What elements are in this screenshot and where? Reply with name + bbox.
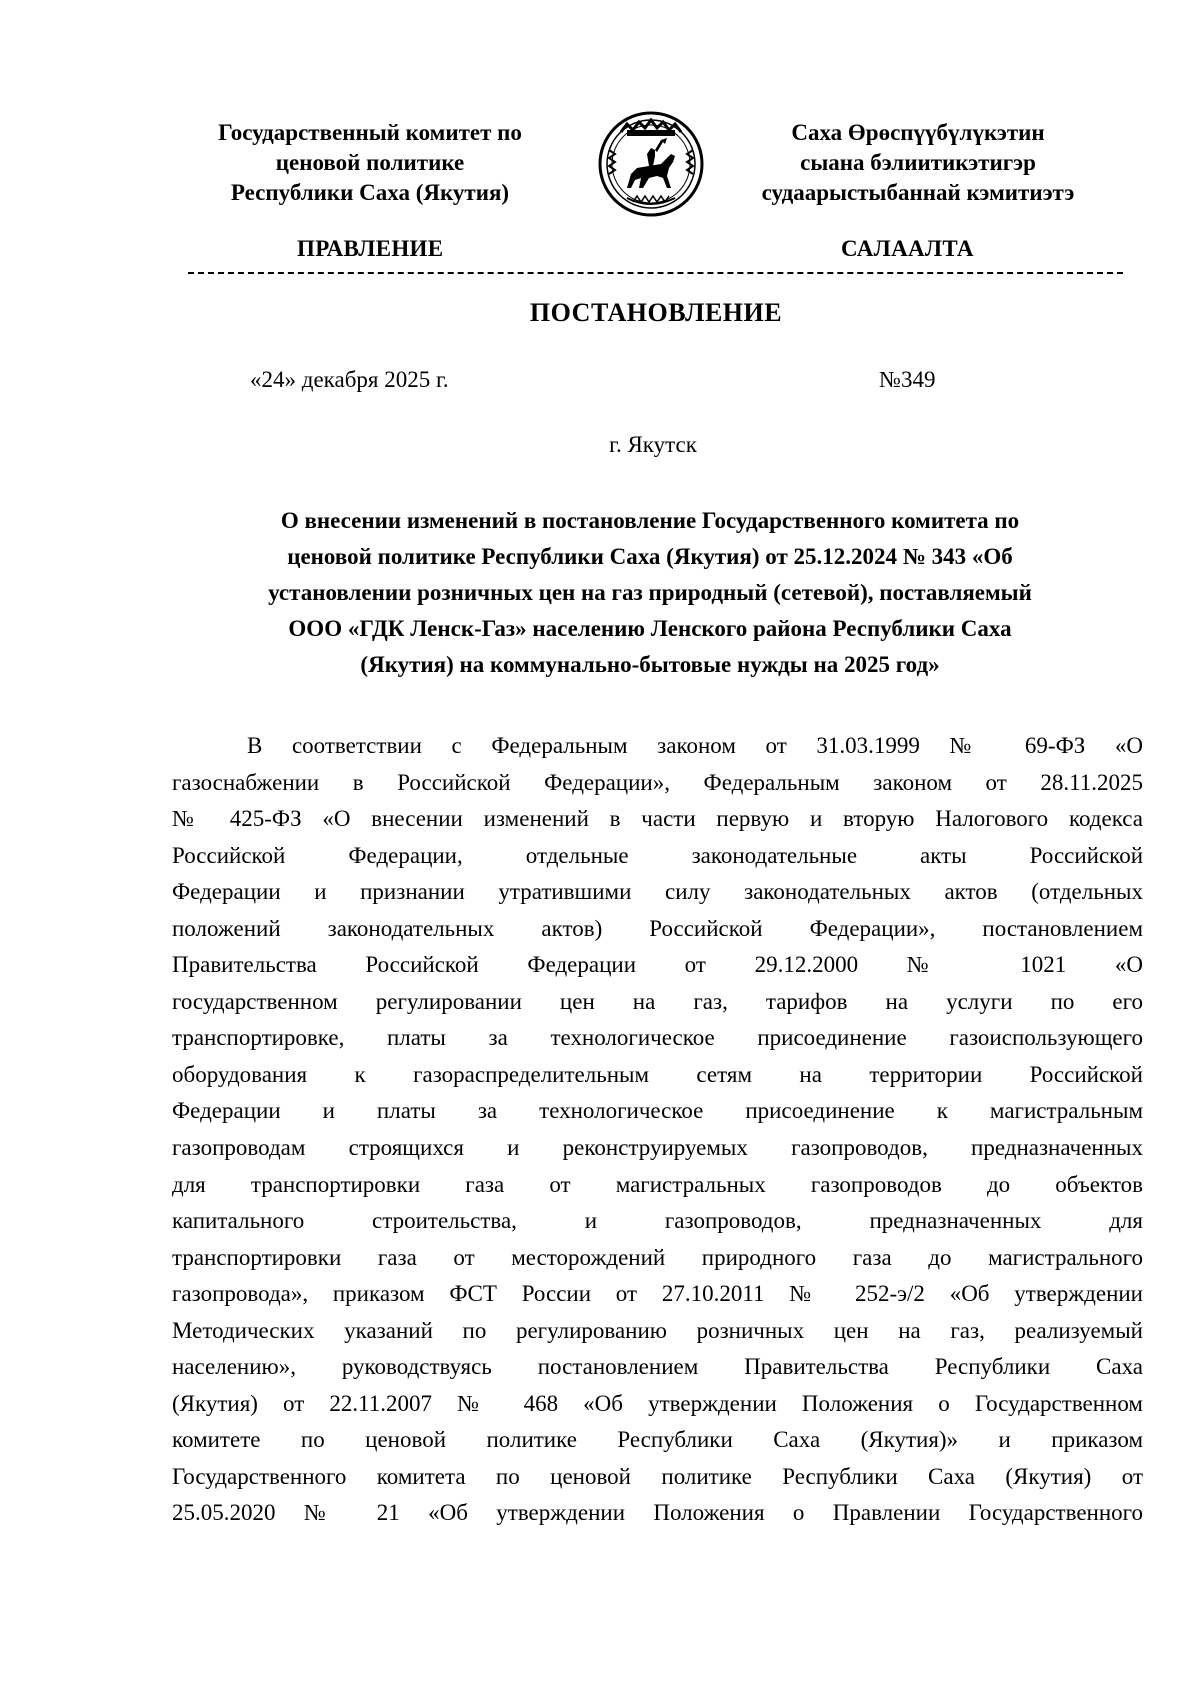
body-line: газоснабжении в Российской Федерации», Федеральным законом от 28.11.2025	[172, 769, 1143, 795]
body-line: транспортировке, платы за технологическое присоединение газоиспользующего	[172, 1025, 1143, 1051]
title-line: ООО «ГДК Ленск-Газ» населению Ленского района Республики Саха	[288, 616, 1012, 641]
body-line: Федерации и платы за технологическое присоединение к магистральным	[172, 1098, 1143, 1124]
body-line: населению», руководствуясь постановлением Правительства Республики Саха	[172, 1354, 1143, 1380]
board-label-ru: ПРАВЛЕНИЕ	[297, 236, 444, 261]
header-left-line: ценовой политике	[275, 150, 465, 175]
sakha-republic-coat-of-arms-icon	[597, 110, 705, 218]
body-line: Методических указаний по регулированию розничных цен на газ, реализуемый	[172, 1317, 1143, 1343]
body-line: транспортировки газа от месторождений природного газа до магистрального	[172, 1244, 1143, 1270]
document-title	[170, 503, 1130, 683]
title-line: установлении розничных цен на газ природный (сетевой), поставляемый	[268, 580, 1032, 605]
header-right-line: судаарыстыбаннай кэмитиэтэ	[761, 180, 1075, 205]
header-right-line: Саха Өрөспүүбүлүкэтин	[791, 120, 1045, 145]
title-line: (Якутия) на коммунально-бытовые нужды на 2025 год»	[360, 652, 940, 677]
body-line: государственном регулировании цен на газ, тарифов на услуги по его	[172, 988, 1143, 1014]
header-left-line: Государственный комитет по	[218, 120, 522, 145]
body-line: Федерации и признании утратившими силу законодательных актов (отдельных	[172, 879, 1143, 905]
board-label-sakha: САЛААЛТА	[841, 236, 974, 261]
body-line: Государственного комитета по ценовой политике Республики Саха (Якутия) от	[172, 1463, 1143, 1489]
document-type: ПОСТАНОВЛЕНИЕ	[529, 298, 783, 327]
title-line: ценовой политике Республики Саха (Якутия) от 25.12.2024 № 343 «Об	[287, 544, 1013, 569]
title-line: О внесении изменений в постановление Государственного комитета по	[280, 508, 1020, 533]
body-line: газопровода», приказом ФСТ России от 27.10.2011 № 252-э/2 «Об утверждении	[172, 1281, 1143, 1307]
header-right-line: сыана бэлиитикэтигэр	[800, 150, 1036, 175]
body-line: комитете по ценовой политике Республики Саха (Якутия)» и приказом	[172, 1427, 1143, 1453]
header-left-ru	[170, 118, 570, 208]
body-line: В соответствии с Федеральным законом от 31.03.1999 № 69-ФЗ «О	[247, 733, 1143, 758]
body-line: Российской Федерации, отдельные законодательные акты Российской	[172, 842, 1143, 868]
body-paragraph	[172, 728, 1143, 1532]
header-left-line: Республики Саха (Якутия)	[230, 180, 510, 205]
document-number: №349	[879, 367, 936, 392]
document-city: г. Якутск	[609, 432, 697, 457]
body-line: положений законодательных актов) Российской Федерации», постановлением	[172, 915, 1143, 941]
body-line: капитального строительства, и газопроводов, предназначенных для	[172, 1208, 1143, 1234]
body-line: оборудования к газораспределительным сетям на территории Российской	[172, 1061, 1143, 1087]
body-line: № 425-ФЗ «О внесении изменений в части первую и вторую Налогового кодекса	[172, 806, 1143, 832]
header-divider	[188, 272, 1123, 274]
body-line: 25.05.2020 № 21 «Об утверждении Положения о Правлении Государственного	[172, 1500, 1143, 1526]
body-line: (Якутия) от 22.11.2007 № 468 «Об утверждении Положения о Государственном	[172, 1390, 1143, 1416]
body-line: для транспортировки газа от магистральных газопроводов до объектов	[172, 1171, 1143, 1197]
document-date: «24» декабря 2025 г.	[250, 367, 449, 392]
body-line: газопроводам строящихся и реконструируемых газопроводов, предназначенных	[172, 1135, 1143, 1161]
header-right-sakha	[728, 118, 1108, 208]
body-line: Правительства Российской Федерации от 29.12.2000 № 1021 «О	[172, 952, 1143, 978]
